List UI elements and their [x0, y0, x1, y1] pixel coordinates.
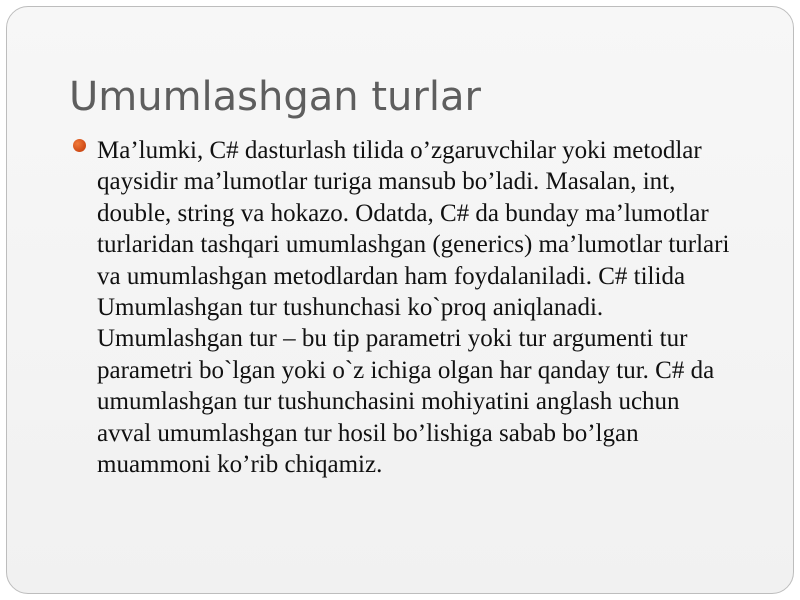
slide-title: Umumlashgan turlar: [69, 74, 481, 120]
bullet-text: Ma’lumki, C# dasturlash tilida o’zgaruvchilar yoki metodlar qaysidir ma’lumotlar turiga mansub bo’ladi. Masalan, int, double, string va hokazo. Odatda, C# da bunday ma’lumotlar turlaridan tashqari umumlashgan (generics) ma’lumotlar turlari va umumlashgan metodlardan ham foydalaniladi. C# tilida Umumlashgan tur tushunchasi ko`proq aniqlanadi. Umumlashgan tur – bu tip parametri yoki tur argumenti tur parametri bo`lgan yoki o`z ichiga olgan har qanday tur. C# da umumlashgan tur tushunchasini mohiyatini anglash uchun avval umumlashgan tur hosil bo’lishiga sabab bo’lgan muammoni ko’rib chiqamiz.: [97, 137, 730, 479]
slide: [6, 6, 794, 594]
bullet-dot-icon: [73, 139, 86, 152]
